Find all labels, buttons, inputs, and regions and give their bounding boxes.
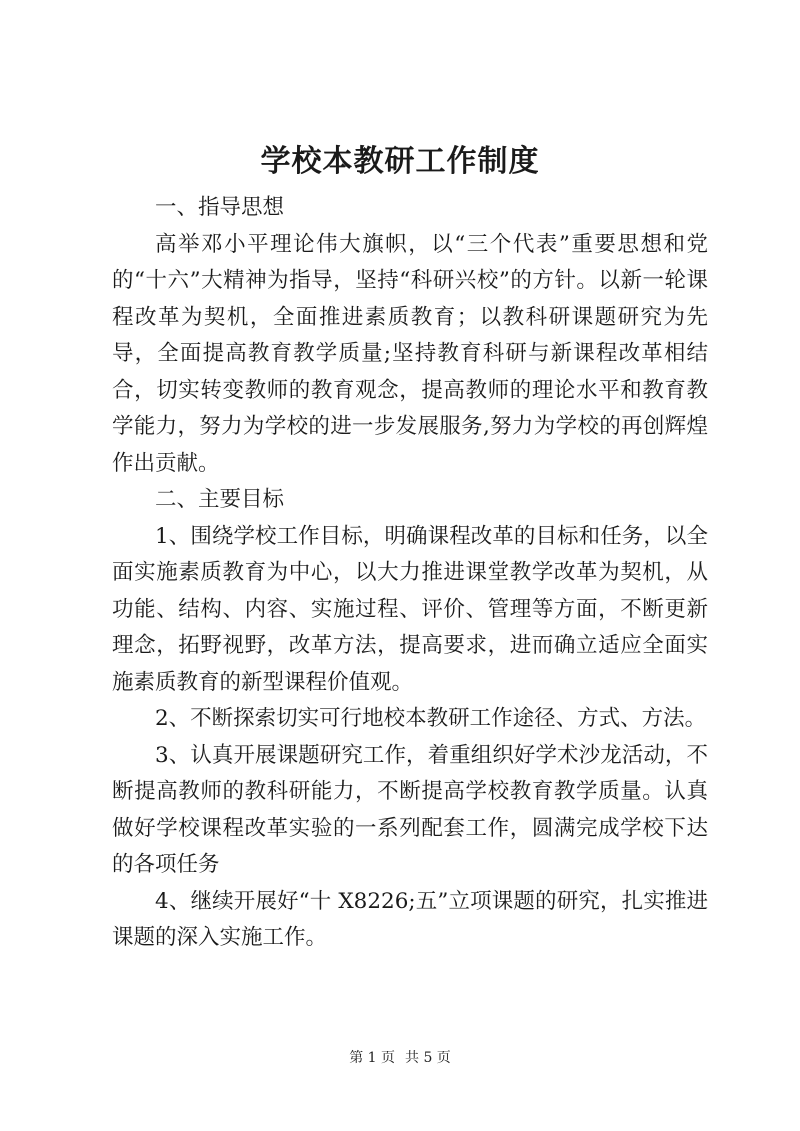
section-heading-guiding-ideology: 一、指导思想 [155, 195, 285, 220]
goal-item-4: 4、继续开展好“十 X8226;五”立项课题的研究，扎实推进课题的深入实施工作。 [112, 888, 708, 950]
goal-item-3: 3、认真开展课题研究工作，着重组织好学术沙龙活动，不断提高教师的教科研能力，不断提高学校教育教学质量。认真做好学校课程改革实验的一系列配套工作，圆满完成学校下达的各项任务 [112, 742, 708, 877]
page-footer [0, 1048, 800, 1068]
page-number: 第 1 页 [349, 1050, 395, 1066]
page-total: 共 5 页 [405, 1050, 451, 1066]
paragraph-guiding-ideology: 高举邓小平理论伟大旗帜，以“三个代表”重要思想和党的“十六”大精神为指导，坚持“科研兴校”的方针。以新一轮课程改革为契机，全面推进素质教育；以教科研课题研究为先导，全面提高教育教学质量;坚持教育科研与新课程改革相结合，切实转变教师的教育观念，提高教师的理论水平和教育教学能力，努力为学校的进一步发展服务,努力为学校的再创辉煌作出贡献。 [112, 231, 708, 476]
section-heading-main-goals: 二、主要目标 [155, 487, 285, 512]
document-title: 学校本教研工作制度 [260, 144, 540, 179]
document-body [112, 190, 708, 957]
goal-item-1: 1、围绕学校工作目标，明确课程改革的目标和任务，以全面实施素质教育为中心，以大力推进课堂教学改革为契机，从功能、结构、内容、实施过程、评价、管理等方面，不断更新理念，拓野视野，改革方法，提高要求，进而确立适应全面实施素质教育的新型课程价值观。 [112, 523, 708, 695]
goal-item-2: 2、不断探索切实可行地校本教研工作途径、方式、方法。 [155, 706, 707, 731]
